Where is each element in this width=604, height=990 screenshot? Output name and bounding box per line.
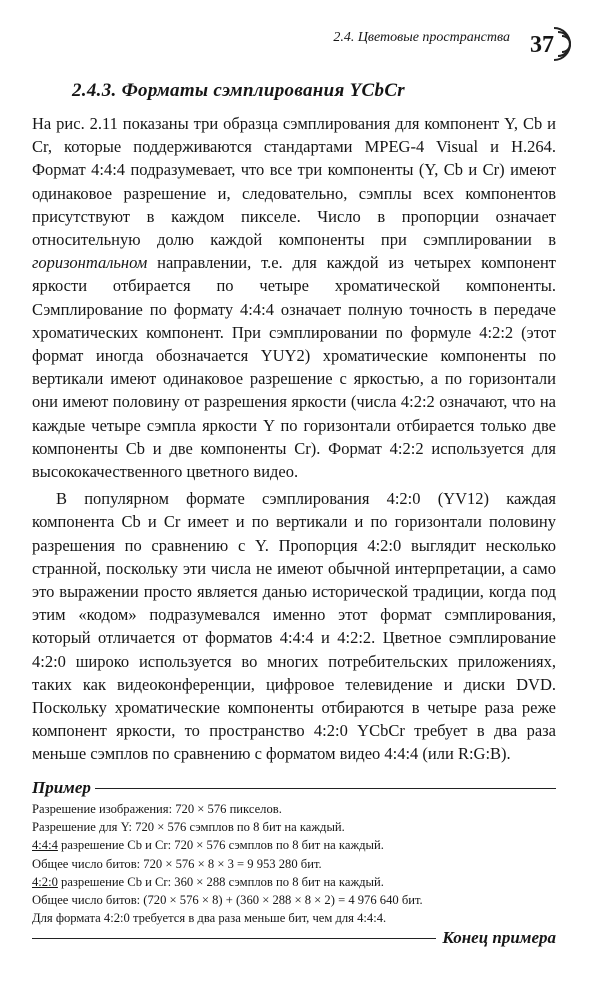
- running-head: 2.4. Цветовые пространства: [333, 30, 510, 45]
- example-title: Пример: [32, 778, 91, 797]
- paragraph-1: [32, 112, 556, 483]
- paragraph-1-text-start: На рис. 2.11 показаны три образца сэмплирования для компонент Y, Cb и Cr, которые поддерживаются стандартами MPEG-4 Visual и H.264. Формат 4:4:4 подразумевает, что все три компоненты (Y, Cb и Cr) имеют одинаковое разрешение и, следовательно, сэмплы всех компонентов присутствуют в каждом пикселе. Число в пропорции означает относительную долю каждой компоненты при сэмплировании в: [32, 114, 556, 250]
- example-line-text: разрешение Cb и Cr: 360 × 288 сэмплов по 8 бит на каждый.: [57, 874, 384, 889]
- example-line: [32, 818, 556, 836]
- example-footer: [32, 928, 556, 948]
- example-line-text: разрешение Cb и Cr: 720 × 576 сэмплов по 8 бит на каждый.: [57, 838, 384, 853]
- section-title: 2.4.3. Форматы сэмплирования YCbCr: [72, 80, 405, 101]
- example-line: [32, 909, 556, 927]
- example-header-rule: [95, 788, 556, 789]
- example-line-text: Для формата 4:2:0 требуется в два раза меньше бит, чем для 4:4:4.: [32, 911, 387, 926]
- paragraph-1-emphasis: горизонтальном: [32, 253, 148, 273]
- example-line-text: Разрешение изображения: 720 × 576 пикселов.: [32, 802, 282, 816]
- example-line: [32, 855, 556, 873]
- paragraph-2: В популярном формате сэмплирования 4:2:0 (YV12) каждая компонента Cb и Cr имеет и по вертикали и по горизонтали половину разрешения по сравнению с Y. Пропорция 4:2:0 выглядит несколько странной, поскольку эти числа не имеют обычной интерпретации, а само это выражении просто является данью исторической традиции, когда под этим «кодом» подразумевался именно этот формат сэмплирования, который отличается от форматов 4:4:4 и 4:2:2. Цветное сэмплирование 4:2:0 широко используется во многих потребительских приложениях, таких как видеоконференции, цифровое телевидение и диски DVD. Поскольку хроматические компоненты отбираются в четыре раза реже компонент яркости, то пространство 4:2:0 YCbCr требует в два раза меньше сэмплов по сравнению с форматом видео 4:4:4 (или R:G:B).: [32, 489, 556, 764]
- example-header: [32, 778, 556, 798]
- page-number-ornament-icon: [552, 24, 574, 64]
- paragraph-1-text-end: направлении, т.е. для каждой из четырех компонент яркости отбирается по четыре хроматической компоненты. Сэмплирование по формату 4:4:4 означает полную точность в передаче хроматических компонент. При сэмплировании по формуле 4:2:2 (этот формат иногда обозначается YUY2) хроматические компоненты по вертикали имеют одинаковое разрешение с яркостью, а по горизонтали они имеют половину от разрешения яркости (числа 4:2:2 означают, что на каждые четыре сэмпла яркости Y по горизонтали отбирается только две компоненты Cb и две компоненты Cr). Формат 4:2:2 используется для высококачественного цветного видео.: [32, 253, 556, 482]
- page-number: 37: [530, 32, 554, 58]
- body-text: [32, 112, 556, 766]
- example-line: [32, 891, 556, 909]
- example-line: [32, 836, 556, 854]
- example-line: [32, 873, 556, 891]
- example-line-text: Разрешение для Y: 720 × 576 сэмплов по 8 бит на каждый.: [32, 820, 345, 835]
- example-line-text: Общее число битов: (720 × 576 × 8) + (360 × 288 × 8 × 2) = 4 976 640 бит.: [32, 893, 423, 908]
- example-lines: [32, 800, 556, 927]
- example-line-format-label: 4:2:0: [32, 874, 58, 889]
- example-footer-rule: [32, 938, 436, 939]
- example-line-text: Общее число битов: 720 × 576 × 8 × 3 = 9 953 280 бит.: [32, 856, 322, 871]
- example-end-label: Конец примера: [442, 928, 556, 947]
- example-line-format-label: 4:4:4: [32, 838, 58, 853]
- example-line: [32, 800, 556, 818]
